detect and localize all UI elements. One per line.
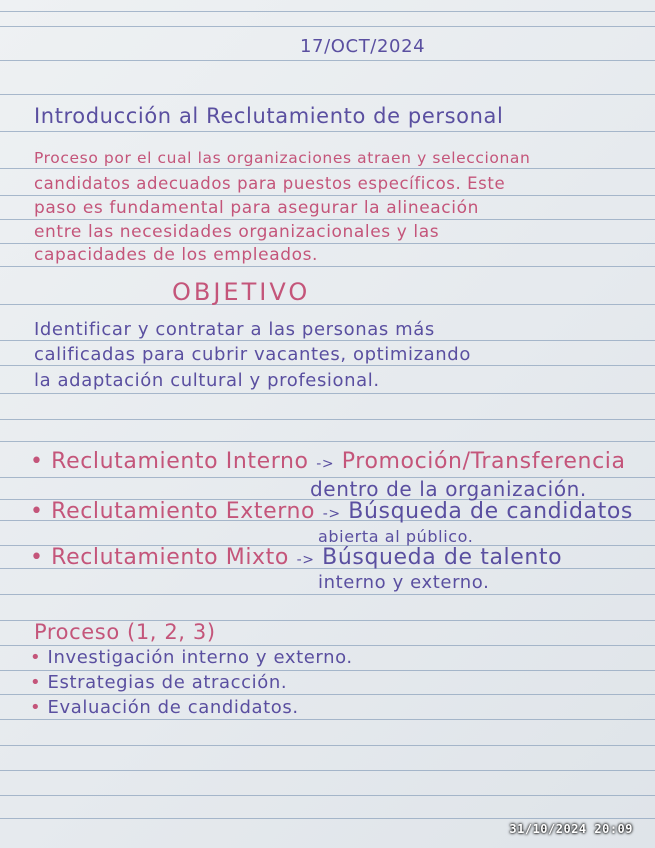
ruled-line <box>0 745 655 746</box>
type-desc: Promoción/Transferencia <box>341 449 626 474</box>
intro-line: capacidades de los empleados. <box>34 245 319 265</box>
ruled-line <box>0 94 655 95</box>
process-step-text: Estrategias de atracción. <box>47 672 288 693</box>
arrow-glyph: -> <box>322 506 341 522</box>
bullet: • <box>30 499 44 524</box>
type-item-internal <box>30 449 626 474</box>
process-step-text: Investigación interno y externo. <box>47 647 353 668</box>
bullet: • <box>30 672 42 693</box>
process-step <box>30 697 299 718</box>
ruled-line <box>0 168 655 169</box>
ruled-line <box>0 818 655 819</box>
intro-line: Proceso por el cual las organizaciones atraen y seleccionan <box>34 149 531 167</box>
ruled-line <box>0 670 655 671</box>
ruled-line <box>0 419 655 420</box>
ruled-line <box>0 340 655 341</box>
type-desc-continued: dentro de la organización. <box>310 477 587 501</box>
process-step <box>30 647 353 668</box>
ruled-line <box>0 60 655 61</box>
type-desc: Búsqueda de candidatos <box>348 499 633 524</box>
type-name: Reclutamiento Externo <box>51 499 316 524</box>
intro-line: candidatos adecuados para puestos específicos. Este <box>34 174 506 193</box>
type-item-mixed <box>30 545 562 570</box>
type-desc-continued: abierta al público. <box>318 527 474 546</box>
ruled-line <box>0 719 655 720</box>
intro-line: entre las necesidades organizacionales y las <box>34 222 440 242</box>
ruled-line <box>0 243 655 244</box>
ruled-line <box>0 266 655 267</box>
objective-heading: OBJETIVO <box>172 278 311 306</box>
ruled-line <box>0 26 655 27</box>
bullet: • <box>30 545 44 570</box>
ruled-line <box>0 219 655 220</box>
process-heading: Proceso (1, 2, 3) <box>34 620 216 644</box>
ruled-line <box>0 195 655 196</box>
arrow-glyph: -> <box>316 456 335 472</box>
type-item-external <box>30 499 633 524</box>
arrow-glyph: -> <box>296 552 315 568</box>
ruled-line <box>0 304 655 305</box>
type-desc-continued: interno y externo. <box>318 572 490 593</box>
objective-line: la adaptación cultural y profesional. <box>34 370 380 391</box>
ruled-line <box>0 795 655 796</box>
ruled-line <box>0 365 655 366</box>
ruled-line <box>0 694 655 695</box>
ruled-line <box>0 11 655 12</box>
ruled-line <box>0 770 655 771</box>
note-date: 17/OCT/2024 <box>300 36 426 57</box>
intro-line: paso es fundamental para asegurar la alineación <box>34 198 479 218</box>
process-step-text: Evaluación de candidatos. <box>47 697 299 718</box>
ruled-line <box>0 645 655 646</box>
objective-line: calificadas para cubrir vacantes, optimizando <box>34 344 471 365</box>
bullet: • <box>30 647 42 668</box>
process-step <box>30 672 287 693</box>
objective-line: Identificar y contratar a las personas más <box>34 319 435 340</box>
bullet: • <box>30 697 42 718</box>
type-name: Reclutamiento Mixto <box>51 545 289 570</box>
photo-timestamp: 31/10/2024 20:09 <box>509 822 633 836</box>
ruled-line <box>0 131 655 132</box>
ruled-line <box>0 594 655 595</box>
type-name: Reclutamiento Interno <box>51 449 309 474</box>
note-title: Introducción al Reclutamiento de personal <box>34 104 504 128</box>
ruled-line <box>0 441 655 442</box>
ruled-line <box>0 393 655 394</box>
type-desc: Búsqueda de talento <box>322 545 563 570</box>
bullet: • <box>30 449 44 474</box>
